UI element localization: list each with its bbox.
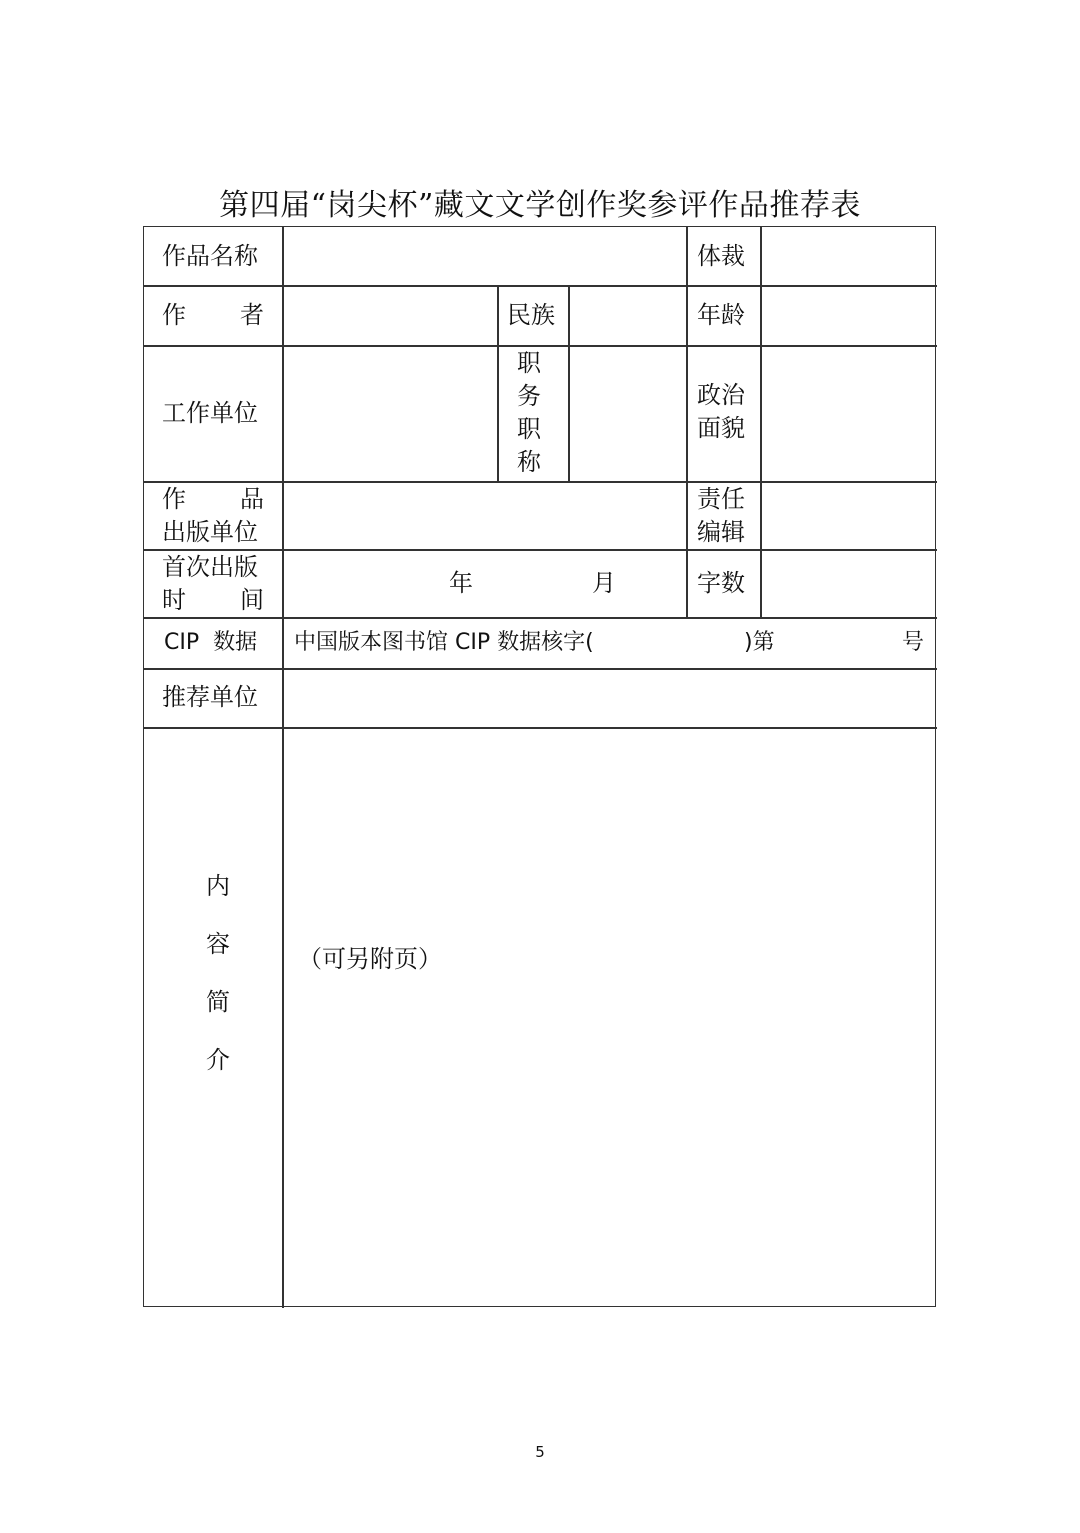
- editor-field[interactable]: [762, 483, 934, 548]
- label-publisher: 作 品 出版单位: [162, 485, 264, 546]
- genre-field[interactable]: [762, 229, 934, 284]
- ethnicity-field[interactable]: [570, 287, 685, 344]
- label-author-2: 者: [240, 300, 264, 329]
- recommender-field[interactable]: [284, 670, 934, 726]
- cip-number-suffix: 号: [902, 630, 925, 655]
- label-genre: 体裁: [697, 241, 745, 270]
- label-cip: CIP 数据: [164, 630, 258, 655]
- position-field[interactable]: [570, 347, 685, 480]
- label-month: 月: [592, 568, 616, 597]
- word-count-field[interactable]: [762, 551, 934, 616]
- first-publication-field[interactable]: [284, 551, 684, 616]
- age-field[interactable]: [762, 287, 934, 344]
- label-author-1: 作: [162, 300, 186, 329]
- label-year: 年: [449, 568, 473, 597]
- work-name-field[interactable]: [284, 229, 684, 284]
- recommendation-form: [143, 226, 936, 1307]
- summary-field[interactable]: [284, 729, 934, 1305]
- label-age: 年龄: [697, 300, 745, 329]
- political-status-field[interactable]: [762, 347, 934, 480]
- cip-close: )第: [744, 630, 775, 655]
- author-field[interactable]: [284, 287, 496, 344]
- label-political-status: 政治 面貌: [697, 381, 745, 442]
- label-summary: 内 容 简 介: [206, 872, 230, 1074]
- label-word-count: 字数: [697, 568, 745, 597]
- label-author: [162, 285, 264, 345]
- label-position-title: 职 务 职 称: [517, 349, 541, 476]
- label-editor: 责任 编辑: [697, 485, 745, 546]
- label-ethnicity: 民族: [507, 300, 555, 329]
- form-title: 第四届“岗尖杯”藏文文学创作奖参评作品推荐表: [219, 188, 861, 223]
- label-work-name: 作品名称: [162, 241, 258, 270]
- label-first-publication: 首次出版 时 间: [162, 553, 264, 614]
- cip-text: 中国版本图书馆 CIP 数据核字(: [294, 630, 594, 655]
- label-recommender: 推荐单位: [162, 683, 258, 711]
- label-workplace: 工作单位: [162, 398, 258, 427]
- workplace-field[interactable]: [284, 347, 496, 480]
- publisher-field[interactable]: [284, 483, 684, 548]
- summary-note: （可另附页）: [298, 945, 442, 973]
- page-number: 5: [535, 1443, 545, 1461]
